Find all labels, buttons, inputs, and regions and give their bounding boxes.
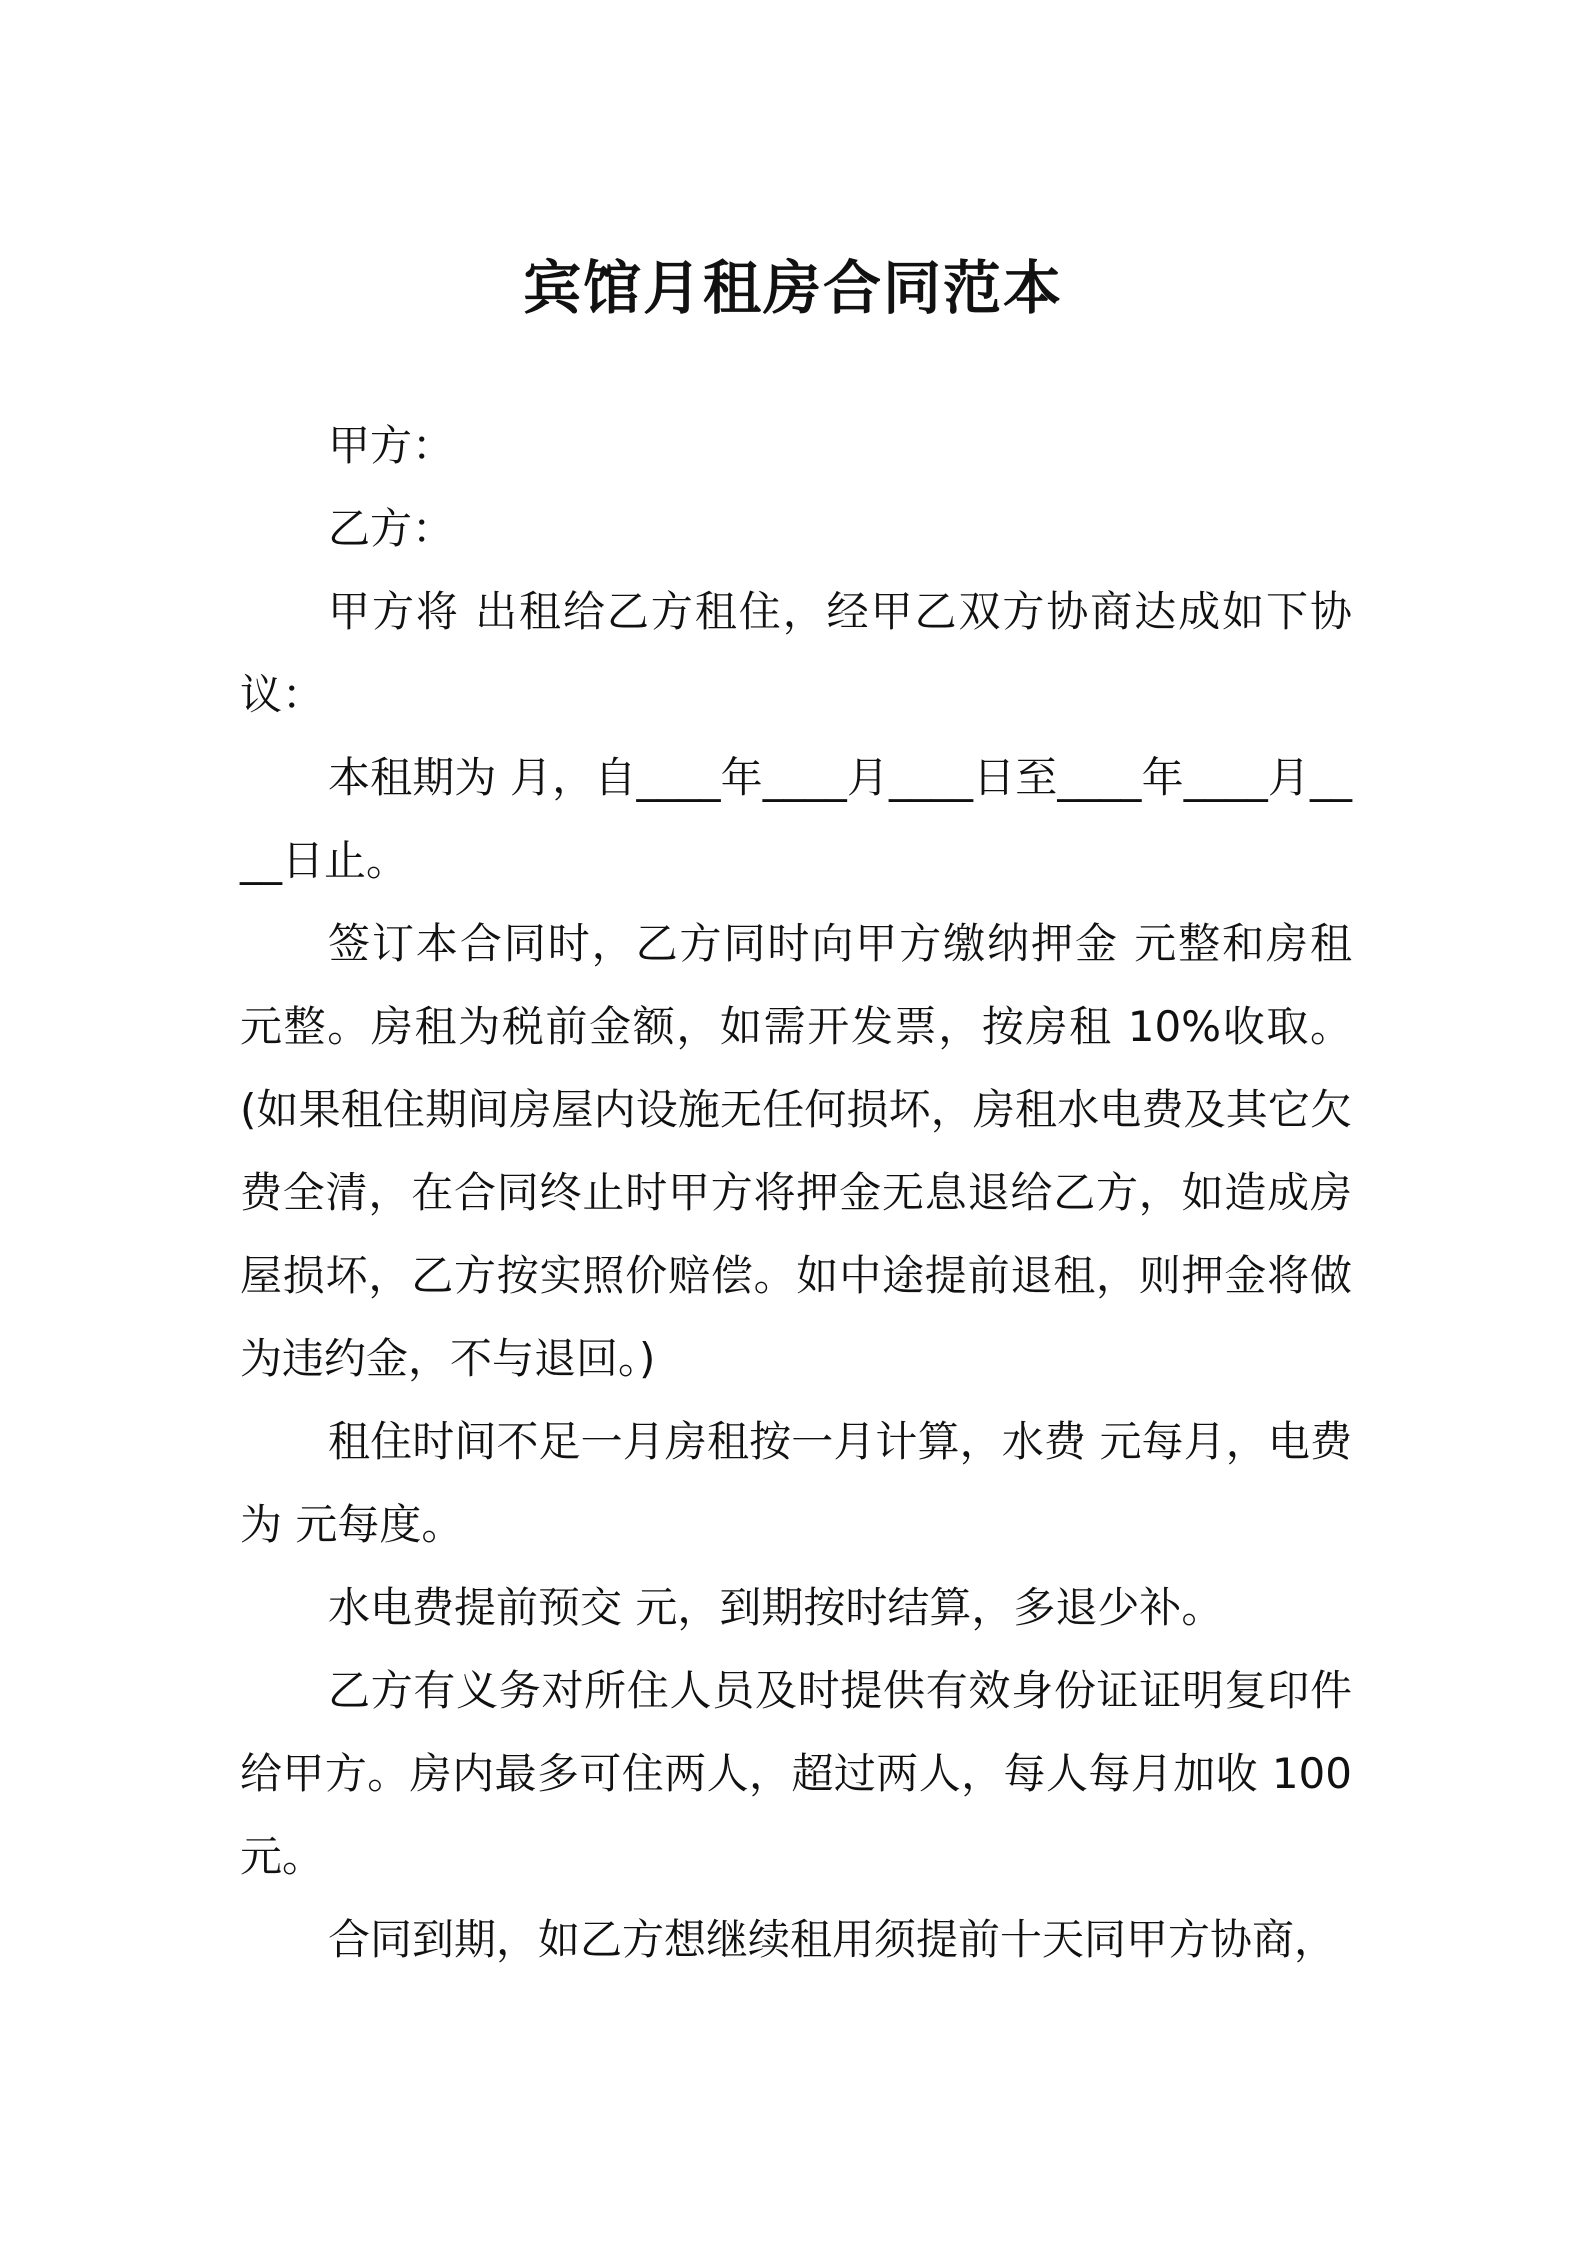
occupant-id-paragraph: 乙方有义务对所住人员及时提供有效身份证证明复印件给甲方。房内最多可住两人，超过两人，每人每月加收 100 元。 xyxy=(240,1666,1352,1881)
lease-term-paragraph: 本租期为 月，自____年____月____日至____年____月____日止。 xyxy=(240,753,1352,885)
document-title: 宾馆月租房合同范本 xyxy=(522,254,1063,322)
party-b-line: 乙方： xyxy=(328,504,455,553)
lease-intro-paragraph: 甲方将 出租给乙方租住，经甲乙双方协商达成如下协议： xyxy=(240,587,1352,719)
deposit-paragraph: 签订本合同时，乙方同时向甲方缴纳押金 元整和房租 元整。房租为税前金额，如需开发票，按房租 10%收取。(如果租住期间房屋内设施无任何损坏，房租水电费及其它欠费全清，在合同终止时甲方将押金无息退给乙方，如造成房屋损坏，乙方按实照价赔偿。如中途提前退租，则押金将做为违约金，不与退回。) xyxy=(240,919,1352,1383)
utility-prepay-paragraph: 水电费提前预交 元，到期按时结算，多退少补。 xyxy=(328,1583,1224,1632)
party-a-line: 甲方： xyxy=(328,421,455,470)
utility-rate-paragraph: 租住时间不足一月房租按一月计算，水费 元每月，电费为 元每度。 xyxy=(240,1417,1352,1549)
contract-body xyxy=(240,404,1352,1981)
renewal-paragraph: 合同到期，如乙方想继续租用须提前十天同甲方协商， xyxy=(328,1915,1337,1964)
